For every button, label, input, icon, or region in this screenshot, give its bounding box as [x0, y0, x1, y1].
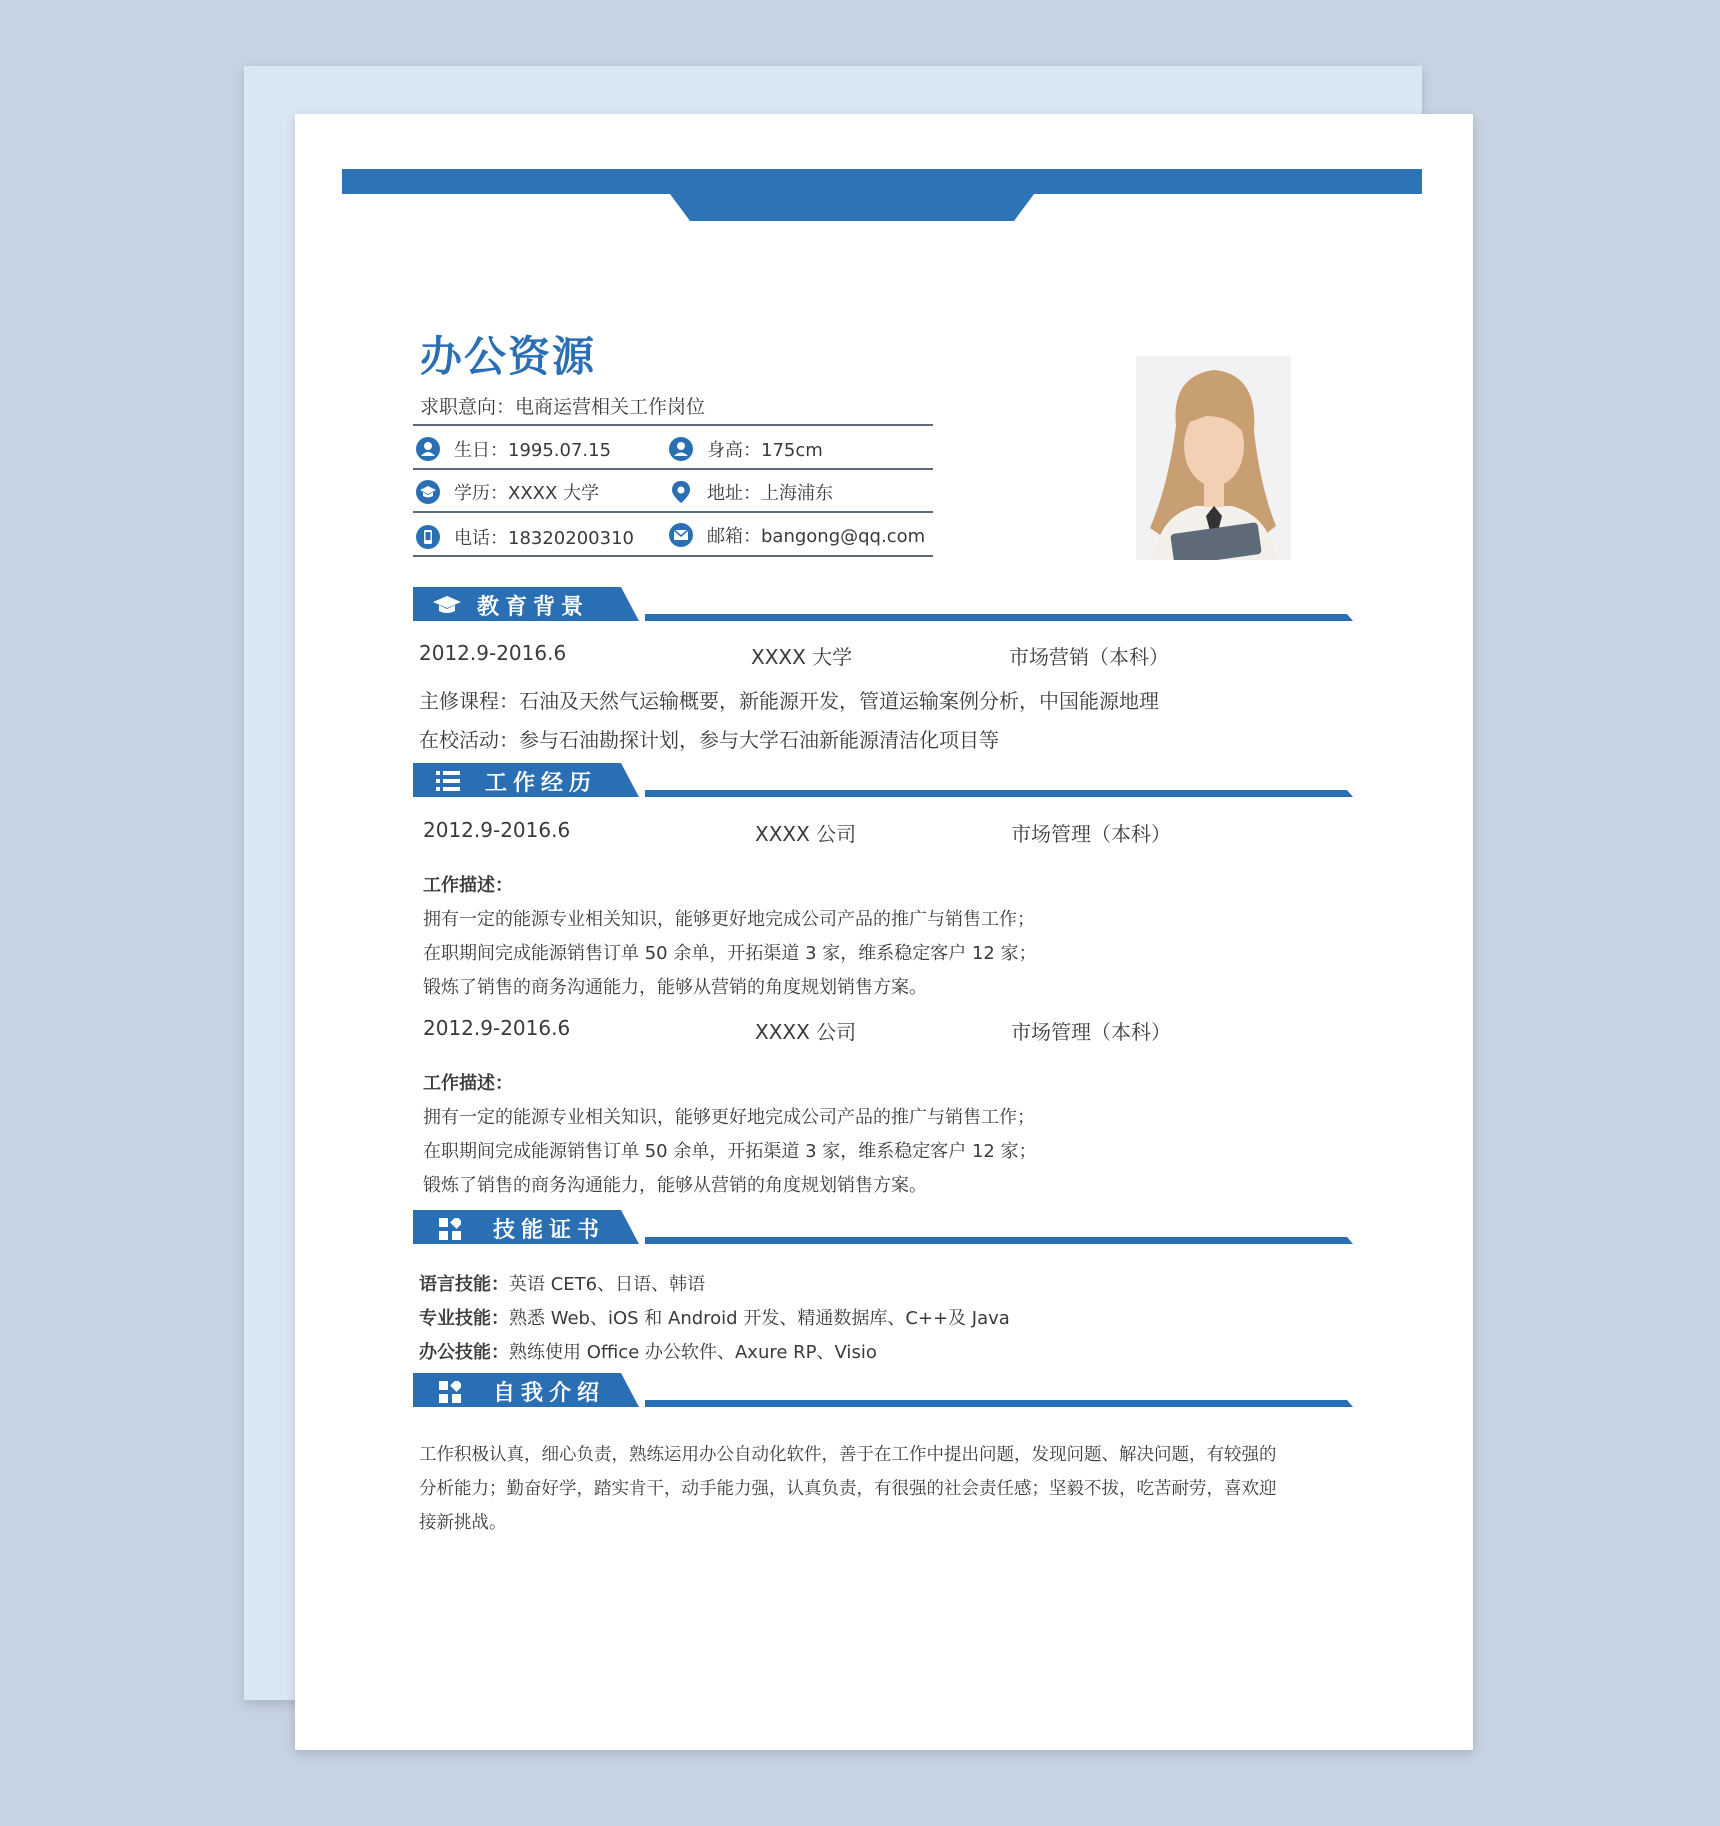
work-desc-title: 工作描述： [423, 875, 513, 896]
skill-row [419, 1304, 1010, 1330]
divider [413, 511, 933, 513]
info-birth [416, 436, 611, 462]
work-desc-line: 在职期间完成能源销售订单 50 余单，开拓渠道 3 家，维系稳定客户 12 家； [423, 943, 1037, 964]
work-desc-title: 工作描述： [423, 1073, 513, 1094]
edu-major: 市场营销（本科） [1009, 645, 1169, 669]
skill-row [419, 1270, 705, 1296]
info-height [669, 436, 823, 462]
work-period: 2012.9-2016.6 [423, 1016, 571, 1040]
self-intro-line: 分析能力；勤奋好学，踏实肯干，动手能力强，认真负责，有很强的社会责任感；坚毅不拔，吃苦耐劳，喜欢迎 [419, 1479, 1277, 1499]
edu-activities: 在校活动：参与石油勘探计划，参与大学石油新能源清洁化项目等 [419, 728, 999, 752]
section-title-education: 教育背景 [477, 595, 590, 620]
work-desc-line: 锻炼了销售的商务沟通能力，能够从营销的角度规划销售方案。 [423, 977, 927, 998]
phone-text: 电话：18320200310 [454, 528, 634, 549]
work-role: 市场管理（本科） [1011, 822, 1171, 846]
work-desc-line: 在职期间完成能源销售订单 50 余单，开拓渠道 3 家，维系稳定客户 12 家； [423, 1141, 1037, 1162]
info-education [416, 479, 599, 505]
page-title: 办公资源 [420, 332, 597, 381]
edu-period: 2012.9-2016.6 [419, 641, 567, 665]
work-desc-line: 拥有一定的能源专业相关知识，能够更好地完成公司产品的推广与销售工作； [423, 1107, 1035, 1128]
resume-page [295, 114, 1473, 1750]
skill-label: 专业技能： [419, 1308, 509, 1329]
birth-text: 生日：1995.07.15 [454, 440, 612, 461]
list-icon [436, 770, 460, 792]
divider [413, 555, 933, 557]
person-icon [416, 437, 440, 461]
divider [413, 424, 933, 426]
job-intent: 求职意向：电商运营相关工作岗位 [420, 396, 706, 418]
grid-icon [439, 1218, 461, 1240]
divider [413, 468, 933, 470]
top-decor-bar [342, 169, 1422, 221]
skill-value: 熟悉 Web、iOS 和 Android 开发、精通数据库、C++及 Java [509, 1308, 1010, 1329]
skill-value: 英语 CET6、日语、韩语 [509, 1274, 706, 1295]
mail-icon [669, 523, 693, 547]
address-text: 地址：上海浦东 [707, 483, 833, 504]
section-title-skills: 技能证书 [493, 1218, 606, 1243]
work-desc-line: 锻炼了销售的商务沟通能力，能够从营销的角度规划销售方案。 [423, 1175, 927, 1196]
self-intro-line: 接新挑战。 [419, 1513, 507, 1533]
edu-courses: 主修课程：石油及天然气运输概要，新能源开发，管道运输案例分析，中国能源地理 [419, 689, 1159, 713]
work-period: 2012.9-2016.6 [423, 818, 571, 842]
work-company: XXXX 公司 [755, 822, 857, 846]
graduation-cap-icon [432, 594, 462, 618]
skill-value: 熟练使用 Office 办公软件、Axure RP、Visio [509, 1342, 877, 1363]
skill-label: 语言技能： [419, 1274, 509, 1295]
height-text: 身高：175cm [707, 440, 823, 461]
grid-icon [439, 1381, 461, 1403]
graduation-cap-icon [416, 480, 440, 504]
info-phone [416, 524, 634, 550]
edu-school: XXXX 大学 [751, 645, 853, 669]
location-pin-icon [669, 480, 693, 504]
section-title-work: 工作经历 [485, 771, 598, 796]
work-company: XXXX 公司 [755, 1020, 857, 1044]
section-title-self: 自我介绍 [493, 1381, 606, 1406]
work-role: 市场管理（本科） [1011, 1020, 1171, 1044]
education-text: 学历：XXXX 大学 [454, 483, 600, 504]
info-email [669, 522, 925, 548]
skill-label: 办公技能： [419, 1342, 509, 1363]
self-intro-line: 工作积极认真，细心负责，熟练运用办公自动化软件，善于在工作中提出问题，发现问题、解决问题，有较强的 [419, 1445, 1277, 1465]
skill-row [419, 1338, 877, 1364]
profile-photo [1136, 356, 1291, 560]
user-icon [669, 437, 693, 461]
work-desc-line: 拥有一定的能源专业相关知识，能够更好地完成公司产品的推广与销售工作； [423, 909, 1035, 930]
phone-icon [416, 525, 440, 549]
email-text: 邮箱：bangong@qq.com [707, 526, 926, 547]
info-address [669, 479, 833, 505]
